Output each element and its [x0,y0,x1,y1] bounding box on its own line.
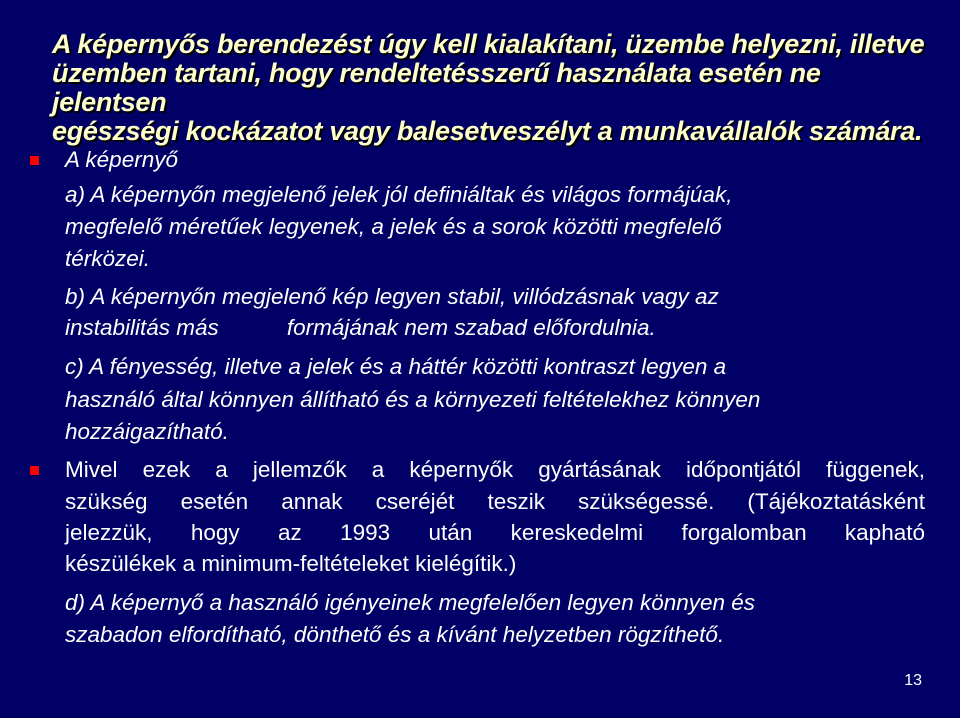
item-d-line-1: d) A képernyő a használó igényeinek megfelelően legyen könnyen és [65,590,756,615]
item-a-line-1: a) A képernyőn megjelenő jelek jól definiáltak és világos formájúak, [65,182,733,207]
item-c-line-2: használó által könnyen állítható és a környezeti feltételekhez könnyen [65,387,761,412]
item-a-line-2: megfelelő méretűek legyenek, a jelek és a sorok közötti megfelelő [65,214,722,239]
item-d-line-2: szabadon elfordítható, dönthető és a kívánt helyzetben rögzíthető. [65,622,725,647]
item-b-line-1: b) A képernyőn megjelenő kép legyen stabil, villódzásnak vagy az [65,284,719,309]
note-line-4: készülékek a minimum-feltételeket kielégítik.) [65,551,517,576]
title-line-2: üzemben tartani, hogy rendeltetésszerű használata esetén ne jelentsen [52,58,821,117]
slide-title [52,30,932,146]
note-line-2: szükség esetén annak cseréjét teszik szükségessé. (Tájékoztatásként [65,489,925,514]
item-c-line-1: c) A fényesség, illetve a jelek és a háttér közötti kontraszt legyen a [65,354,727,379]
item-c-line-3: hozzáigazítható. [65,419,229,444]
item-b-line-2-part-2: formájának nem szabad előfordulnia. [286,315,656,340]
section-heading-screen: A képernyő [65,147,178,172]
title-line-3: egészségi kockázatot vagy balesetveszélyt a munkavállalók számára. [52,116,923,146]
item-b-line-2 [65,313,656,343]
item-a-line-3: térközei. [65,246,151,271]
bullet-square-icon [30,466,39,475]
note-line-1: Mivel ezek a jellemzők a képernyők gyártásának időpontjától függenek, [65,457,925,482]
title-line-1: A képernyős berendezést úgy kell kialakítani, üzembe helyezni, illetve [52,29,925,59]
page-number: 13 [904,672,922,689]
note-line-3: jelezzük, hogy az 1993 után kereskedelmi forgalomban kapható [65,520,925,545]
bullet-square-icon [30,156,39,165]
item-b-line-2-part-1: instabilitás más [65,315,219,340]
